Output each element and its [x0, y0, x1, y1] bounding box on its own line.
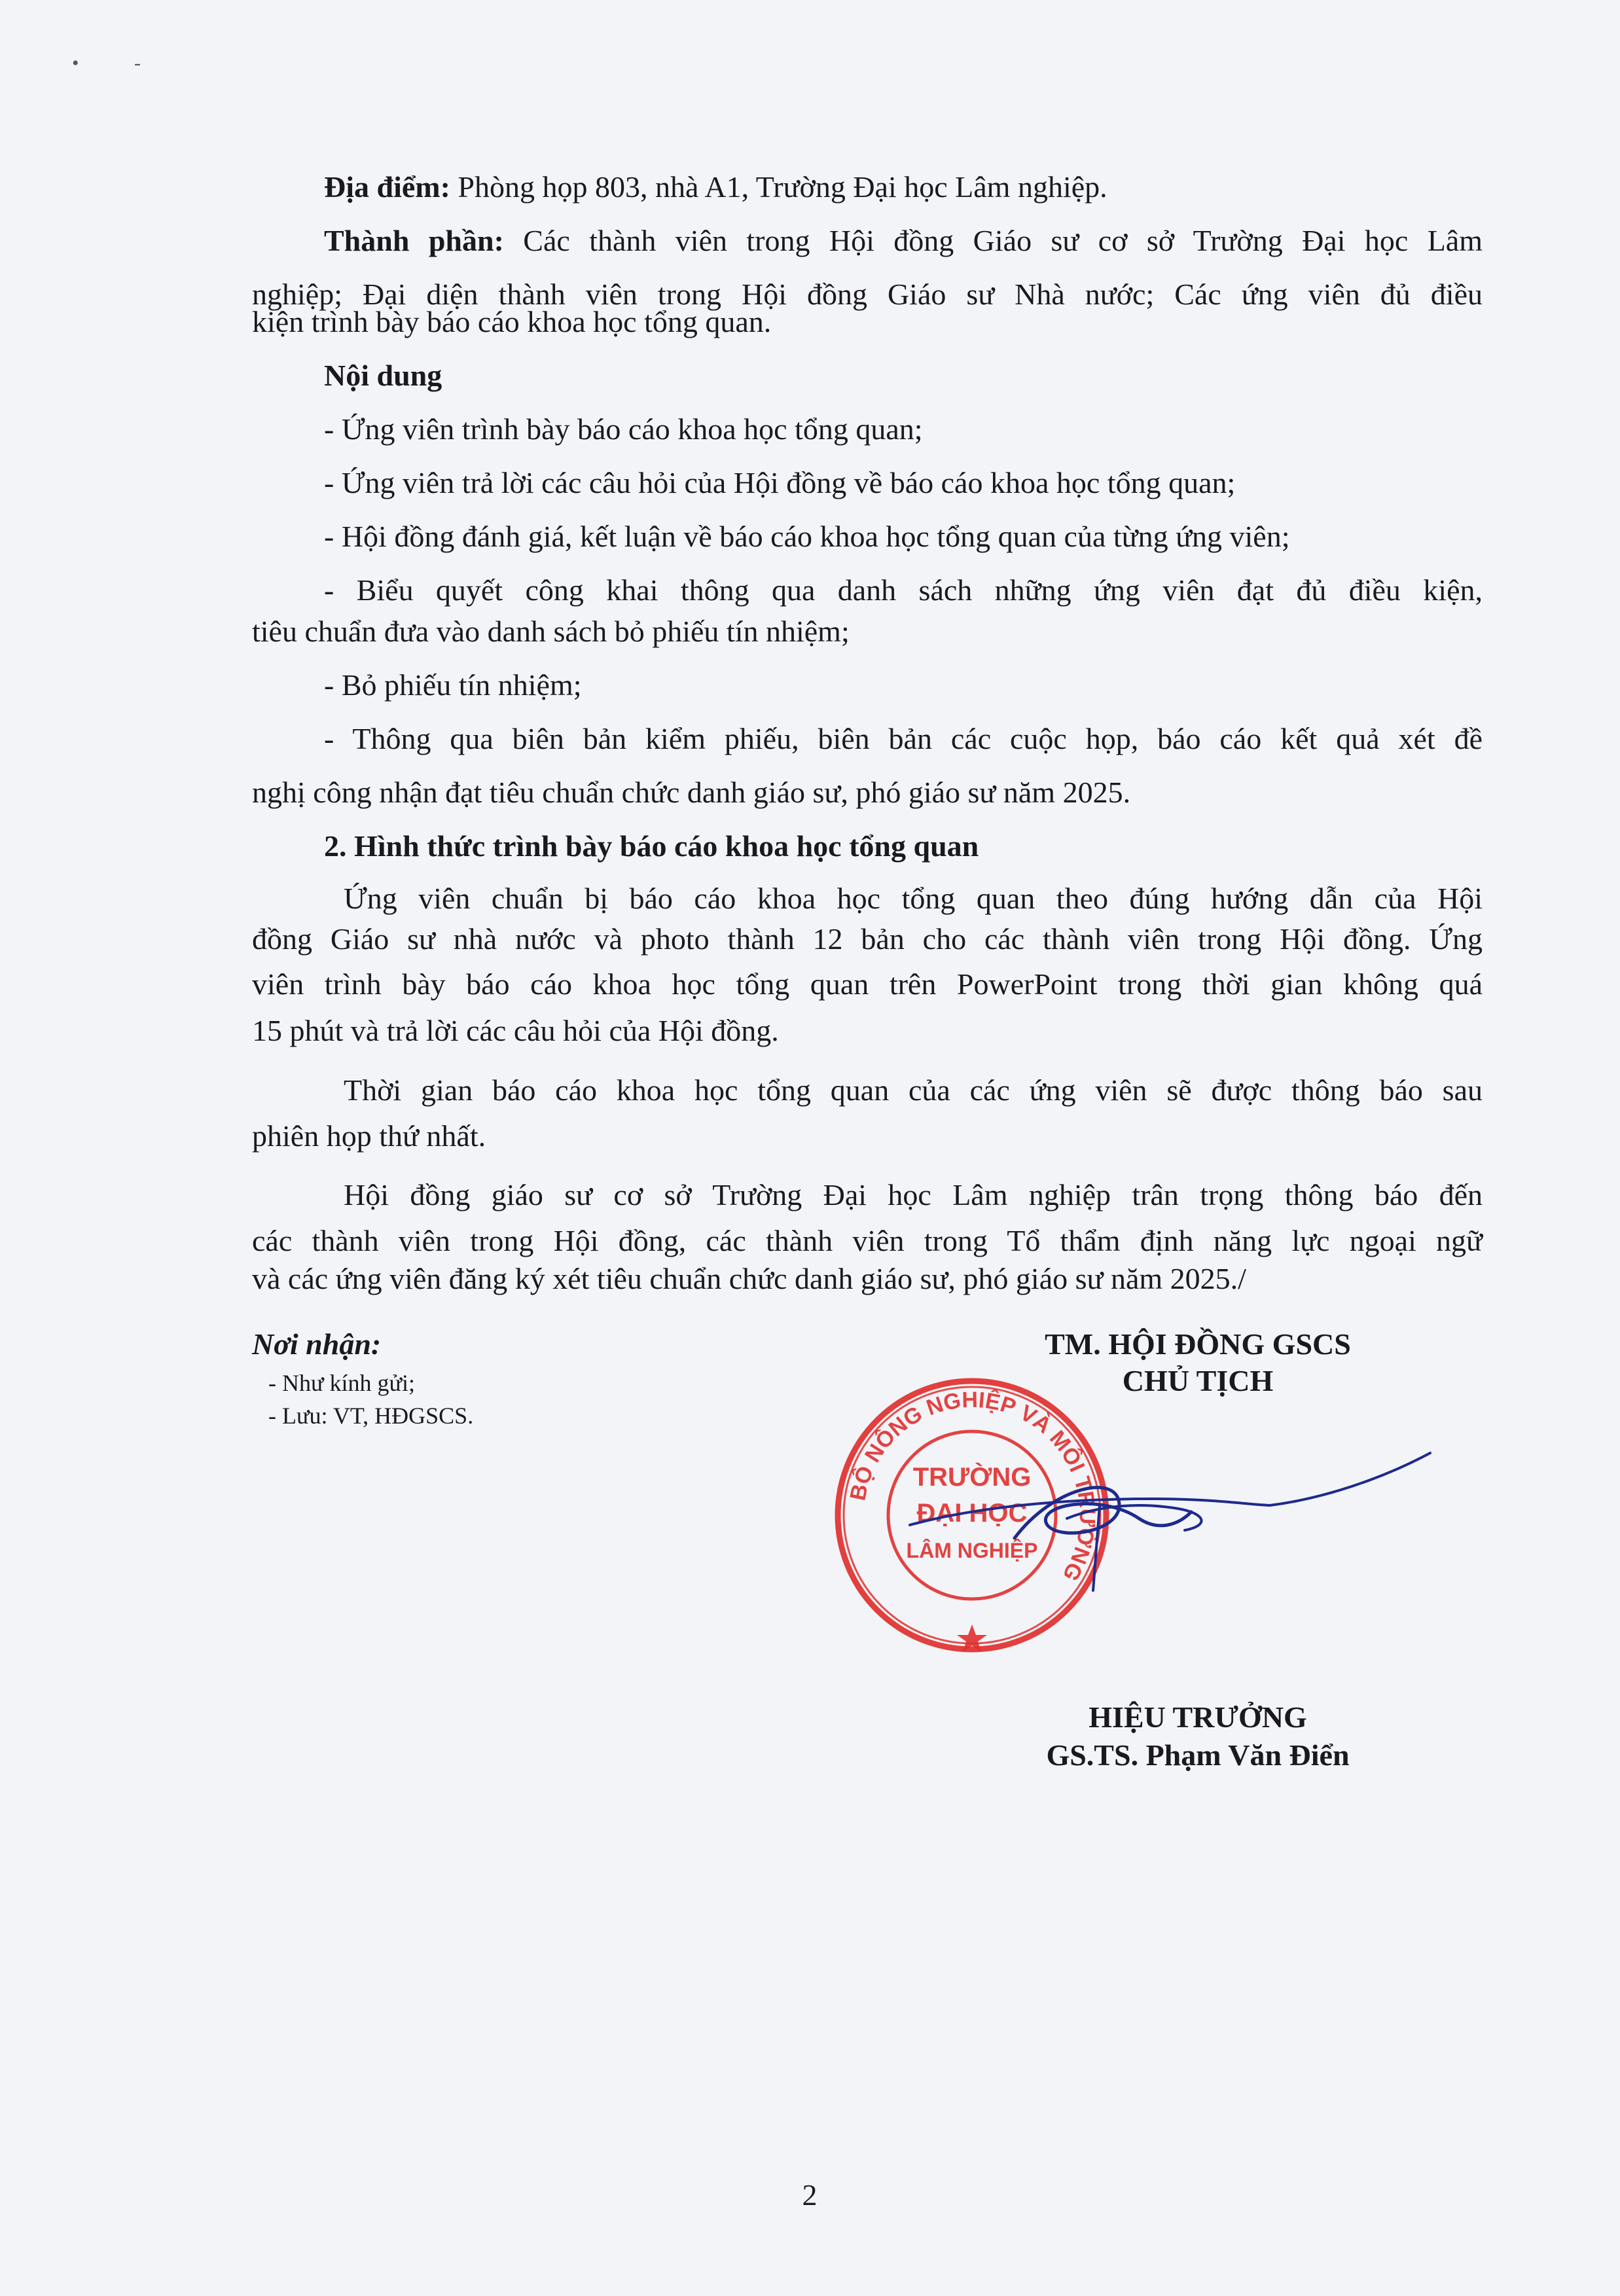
content-item-6-line-1: - Thông qua biên bản kiểm phiếu, biên bản các cuộc họp, báo cáo kết quả xét đề: [324, 722, 1483, 755]
content-item-2: - Ứng viên trả lời các câu hỏi của Hội đồng về báo cáo khoa học tổng quan;: [324, 466, 1236, 499]
handwritten-signature: [903, 1427, 1440, 1597]
participants-line-3: kiện trình bày báo cáo khoa học tổng quan.: [252, 305, 772, 338]
section-2-p2-line-2: phiên họp thứ nhất.: [252, 1119, 486, 1153]
signatory-name: GS.TS. Phạm Văn Điển: [1046, 1738, 1350, 1772]
content-item-5: - Bỏ phiếu tín nhiệm;: [324, 668, 582, 702]
section-2-p1-line-1: Ứng viên chuẩn bị báo cáo khoa học tổng quan theo đúng hướng dẫn của Hội: [344, 882, 1483, 915]
stamp-outer-text: BỘ NÔNG NGHIỆP VÀ MÔI TRƯỜNG: [845, 1387, 1100, 1586]
content-item-6-line-2: nghị công nhận đạt tiêu chuẩn chức danh giáo sư, phó giáo sư năm 2025.: [252, 776, 1131, 809]
recipient-item-1: - Như kính gửi;: [268, 1370, 416, 1396]
scan-mark-dash: -: [134, 52, 141, 74]
scan-mark-dot: •: [72, 52, 79, 74]
location-label: Địa điểm:: [324, 170, 450, 204]
participants-line-2: nghiệp; Đại diện thành viên trong Hội đồng Giáo sư Nhà nước; Các ứng viên đủ điều: [252, 278, 1483, 311]
section-2-p2-line-1: Thời gian báo cáo khoa học tổng quan của các ứng viên sẽ được thông báo sau: [344, 1073, 1483, 1107]
signatory-position: HIỆU TRƯỞNG: [1089, 1700, 1307, 1734]
content-item-3: - Hội đồng đánh giá, kết luận về báo cáo khoa học tổng quan của từng ứng viên;: [324, 520, 1290, 553]
stamp-inner-line-1: TRƯỜNG: [912, 1463, 1032, 1492]
section-2-heading: 2. Hình thức trình bày báo cáo khoa học tổng quan: [324, 829, 979, 863]
participants-line-1: [324, 223, 1483, 259]
section-2-p3-line-3: và các ứng viên đăng ký xét tiêu chuẩn chức danh giáo sư, phó giáo sư năm 2025./: [252, 1262, 1246, 1295]
recipients-label: Nơi nhận:: [252, 1327, 382, 1361]
content-item-1: - Ứng viên trình bày báo cáo khoa học tổng quan;: [324, 412, 923, 446]
stamp-inner-line-2: ĐẠI HỌC: [916, 1499, 1028, 1528]
signatory-title: CHỦ TỊCH: [1122, 1364, 1274, 1397]
participants-text-1: Các thành viên trong Hội đồng Giáo sư cơ sở Trường Đại học Lâm: [503, 224, 1483, 257]
location-text: Phòng họp 803, nhà A1, Trường Đại học Lâm nghiệp.: [450, 170, 1107, 204]
stamp-inner-line-3: LÂM NGHIỆP: [906, 1539, 1038, 1562]
section-2-p3-line-1: Hội đồng giáo sư cơ sở Trường Đại học Lâm nghiệp trân trọng thông báo đến: [344, 1178, 1483, 1211]
participants-label: Thành phần:: [324, 224, 504, 257]
section-2-p1-line-4: 15 phút và trả lời các câu hỏi của Hội đồng.: [252, 1014, 779, 1047]
recipient-item-2: - Lưu: VT, HĐGSCS.: [268, 1403, 474, 1429]
content-item-4-line-2: tiêu chuẩn đưa vào danh sách bỏ phiếu tín nhiệm;: [252, 615, 850, 648]
location-line: [324, 169, 1107, 206]
content-item-4-line-1: - Biểu quyết công khai thông qua danh sách những ứng viên đạt đủ điều kiện,: [324, 573, 1483, 607]
section-2-p1-line-2: đồng Giáo sư nhà nước và photo thành 12 bản cho các thành viên trong Hội đồng. Ứng: [252, 922, 1483, 956]
page-number: 2: [802, 2178, 818, 2212]
section-2-p3-line-2: các thành viên trong Hội đồng, các thành viên trong Tổ thẩm định năng lực ngoại ngữ: [252, 1224, 1483, 1257]
signatory-on-behalf: TM. HỘI ĐỒNG GSCS: [1045, 1327, 1351, 1361]
content-heading: Nội dung: [324, 359, 442, 392]
section-2-p1-line-3: viên trình bày báo cáo khoa học tổng quan trên PowerPoint trong thời gian không quá: [252, 967, 1483, 1001]
